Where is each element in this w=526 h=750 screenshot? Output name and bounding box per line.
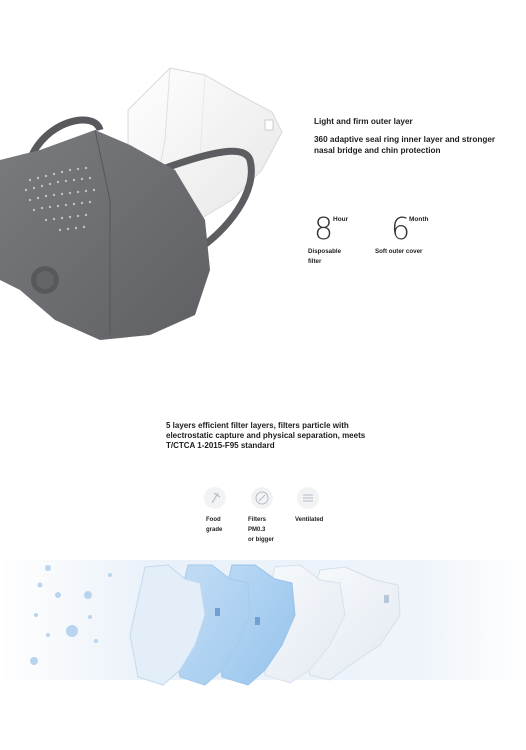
filters-pm-label bbox=[248, 515, 274, 545]
stat-filter-unit: Hour bbox=[333, 216, 349, 223]
food-grade-icon bbox=[204, 487, 226, 509]
ventilated-label: Ventilated bbox=[295, 517, 324, 523]
seal-ring-text: 360 adaptive seal ring inner layer and stronger nasal bridge and chin protection bbox=[314, 135, 496, 155]
filters-pm-icon bbox=[251, 487, 273, 509]
stat-filter-label bbox=[308, 247, 341, 267]
filters-pm-label-line3: or bigger bbox=[248, 537, 275, 543]
food-grade-label-line1: Food bbox=[206, 517, 221, 523]
mask-product-illustration bbox=[0, 50, 300, 350]
filter-layers-illustration bbox=[0, 545, 526, 750]
stat-cover-number: 6 bbox=[391, 212, 411, 247]
stat-cover-label: Soft outer cover bbox=[375, 248, 423, 255]
filters-pm-label-line2: PM0.3 bbox=[248, 527, 266, 533]
stat-cover-unit: Month bbox=[409, 216, 429, 223]
filter-description: 5 layers efficient filter layers, filters particle with electrostatic capture and physical separation, meets T/CTCA 1-2015-F95 standard bbox=[166, 421, 366, 451]
filters-pm-label-line1: Filters bbox=[248, 517, 267, 523]
food-grade-label bbox=[206, 515, 222, 535]
ventilated-icon bbox=[297, 487, 319, 509]
outer-layer-text: Light and firm outer layer bbox=[314, 117, 413, 126]
stat-filter-label-line1: Disposable bbox=[308, 248, 342, 255]
stat-filter-label-line2: filter bbox=[308, 258, 322, 265]
stat-filter-number: 8 bbox=[314, 212, 334, 247]
food-grade-label-line2: grade bbox=[206, 527, 223, 533]
